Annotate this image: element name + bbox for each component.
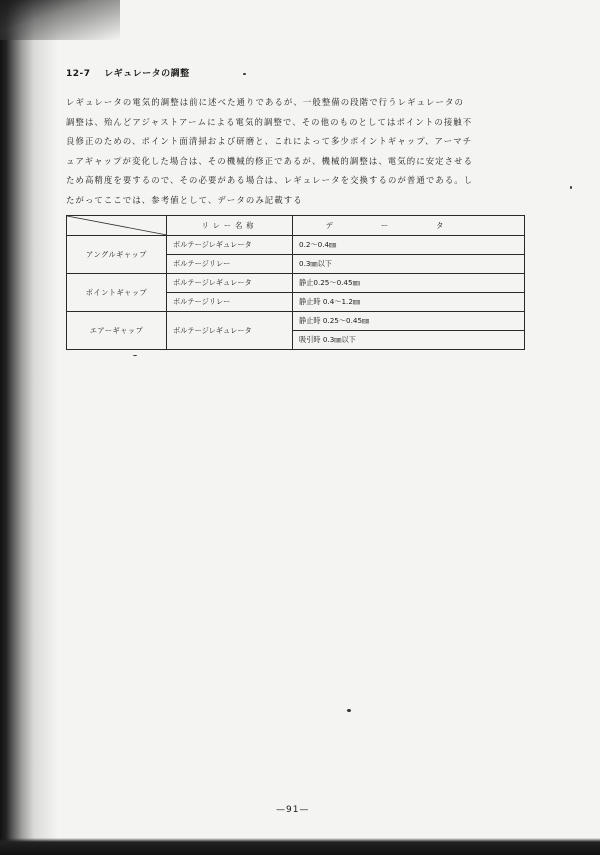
header-relay-name: リレー名称: [167, 216, 293, 236]
value-cell: 吸引時 0.3㎜以下: [293, 331, 525, 350]
section-heading: [66, 66, 190, 79]
table-row: [67, 274, 525, 293]
relay-cell: ボルテージリレー: [167, 293, 293, 312]
scan-shadow-top: [0, 0, 120, 40]
scan-speck: [243, 73, 246, 75]
table-corner-cell: [67, 216, 167, 236]
scan-speck: [133, 355, 137, 356]
row-category: エアーギャップ: [67, 312, 167, 350]
value-cell: 静止時 0.25～0.45㎜: [293, 312, 525, 331]
scan-speck: [570, 186, 572, 189]
page-number: —91—: [276, 805, 310, 815]
paragraph-line: 良修正のための、ポイント面清掃および研磨と、これによって多少ポイントギャップ、アーマチ: [66, 136, 473, 146]
corner-diagonal: [67, 216, 167, 235]
scan-speck: [347, 709, 351, 712]
table-row: [67, 312, 525, 331]
paragraph-line: 調整は、殆んどアジャストアームによる電気的調整で、その他のものとしてはポイントの接触不: [66, 116, 473, 127]
scan-edge-bottom: [0, 838, 600, 855]
relay-cell: ボルテージリレー: [167, 255, 293, 274]
value-cell: 0.2～0.4㎜: [293, 236, 525, 255]
paragraph-line: レギュレータの電気的調整は前に述べた通りであるが、一般整備の段階で行うレギュレータの: [66, 97, 464, 107]
table-row: [67, 236, 525, 255]
row-category: アングルギャップ: [67, 236, 167, 274]
relay-cell: ボルテージレギュレータ: [167, 312, 293, 350]
value-cell: 0.3㎜以下: [293, 255, 525, 274]
relay-cell: ボルテージレギュレータ: [167, 236, 293, 255]
paragraph-line: ため高精度を要するので、その必要がある場合は、レギュレータを交換するのが普通である。し: [66, 175, 474, 185]
header-data: データ: [293, 216, 525, 236]
paragraph-line: ュアギャップが変化した場合は、その機械的修正であるが、機械的調整は、電気的に安定させる: [66, 155, 474, 166]
section-title: レギュレータの調整: [104, 69, 190, 79]
value-cell: 静止0.25～0.45㎜: [293, 274, 525, 293]
section-number: 12-7: [66, 69, 91, 79]
relay-cell: ボルテージレギュレータ: [167, 274, 293, 293]
scan-shadow-left: [0, 0, 60, 855]
value-cell: 静止時 0.4～1.2㎜: [293, 293, 525, 312]
row-category: ポイントギャップ: [67, 274, 167, 312]
table-header-row: [67, 216, 525, 236]
body-paragraph: [66, 93, 528, 210]
adjustment-data-table: [66, 215, 525, 350]
paragraph-line: たがってここでは、参考値として、データのみ記載する: [66, 194, 303, 205]
